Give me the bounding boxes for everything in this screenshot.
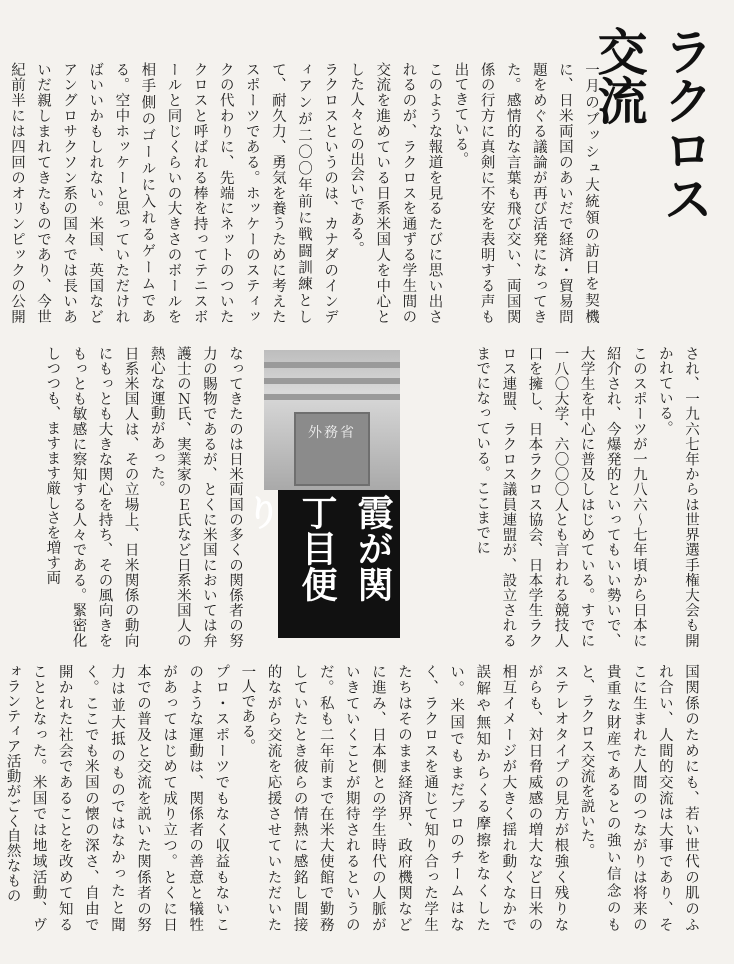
- paragraph: ステレオタイプの見方が根強く残りながらも、対日脅威感の増大など日米の相互イメージが大きく揺れ動くなかで誤解や無知からくる摩擦をなくしたい。米国でもまだプロのチームはなく、ラクロスを通じて知り合った学生たちはそのまま経済界、政府機関などに進み、日本側との学生時代の人脈がいきていくことが期待されるというのだ。私も二年前まで在米大使館で勤務していたとき彼らの情熱に感銘し間接的ながら交流を応援させていただいた一人である。: [239, 664, 569, 932]
- paragraph: プロ・スポーツでもなく収益もないこのような運動は、関係者の善意と犠牲があってはじめて成り立つ。とくに日本での普及と交流を説いた関係者の努力は並大抵のものではなかったと聞く。ここでも米国の懐の深さ、自由で開かれた社会であることを改めて知ることとなった。米国では地域活動、ヴォランティア活動がごく自然なもの: [4, 664, 230, 932]
- ministry-sign-text: 外務省: [308, 425, 356, 441]
- article-title: ラクロス交流: [589, 26, 714, 222]
- text-block-middle-left: [28, 346, 248, 648]
- paragraph: なってきたのは日米両国の多くの関係者の努力の賜物であるが、とくに米国においては弁護士のＮ氏、実業家のＥ氏など日系米国人の熱心な運動があった。: [148, 346, 243, 648]
- column-label: 霞が関丁目便り: [240, 494, 393, 602]
- paragraph: ラクロスというのは、カナダのインディアンが二〇〇年前に戦闘訓練として、耐久力、勇気を養うために考えたスポーツである。ホッケーのスティックの代わりに、先端にネットのついたクロスと呼ばれる棒を持ってテニスボールと同じくらいの大きさのボールを相手側のゴールに入れるゲームである。空中ホッケーと思っていただければいいかもしれない。米国、英国などアングロサクソン系の国々では長いあいだ親しまれてきたものであり、今世紀前半には四回のオリンピックの公開: [8, 62, 339, 324]
- text-block-top: [8, 62, 604, 324]
- paragraph: 日系米国人は、その立場上、日米関係の動向にもっとも大きな関心を持ち、その風向きをもっとも敏感に察知する人々である。緊密化しつつも、ますます厳しさを増す両: [44, 346, 139, 648]
- paragraph: このスポーツが一九八六～七年頃から日本に紹介され、今爆発的といってもいい勢いで、大学生を中心に普及しはじめている。すでに一八〇大学、六〇〇〇人とも言われる競技人口を擁し、日本ラクロス協会、日本学生ラクロス連盟、ラクロス議員連盟が、設立されるまでになっている。ここまでに: [474, 346, 647, 648]
- ministry-sign: [294, 412, 370, 486]
- column-label-band: [240, 490, 400, 638]
- paragraph: 一月のブッシュ大統領の訪日を契機に、日米両国のあいだで経済・貿易問題をめぐる議論が再び活発になってきた。感情的な言葉も飛び交い、両国関係の行方に真剣に不安を表明する声も出てきている。: [452, 62, 599, 324]
- paragraph: このような報道を見るたびに思い出されるのが、ラクロスを通ずる学生間の交流を進めている日系米国人を中心とした人々との出会いである。: [348, 62, 443, 324]
- text-block-bottom: [4, 664, 704, 932]
- ministry-building-photo: [264, 350, 400, 490]
- paragraph: され、一九六七年からは世界選手権大会も開かれている。: [656, 346, 699, 648]
- text-block-middle-right: [408, 346, 704, 648]
- paragraph: 国関係のためにも、若い世代の肌のふれ合い、人間的交流は大事であり、そこに生まれた人間のつながりは将来の貴重な財産であるとの強い信念のもと、ラクロス交流を説いた。: [578, 664, 699, 932]
